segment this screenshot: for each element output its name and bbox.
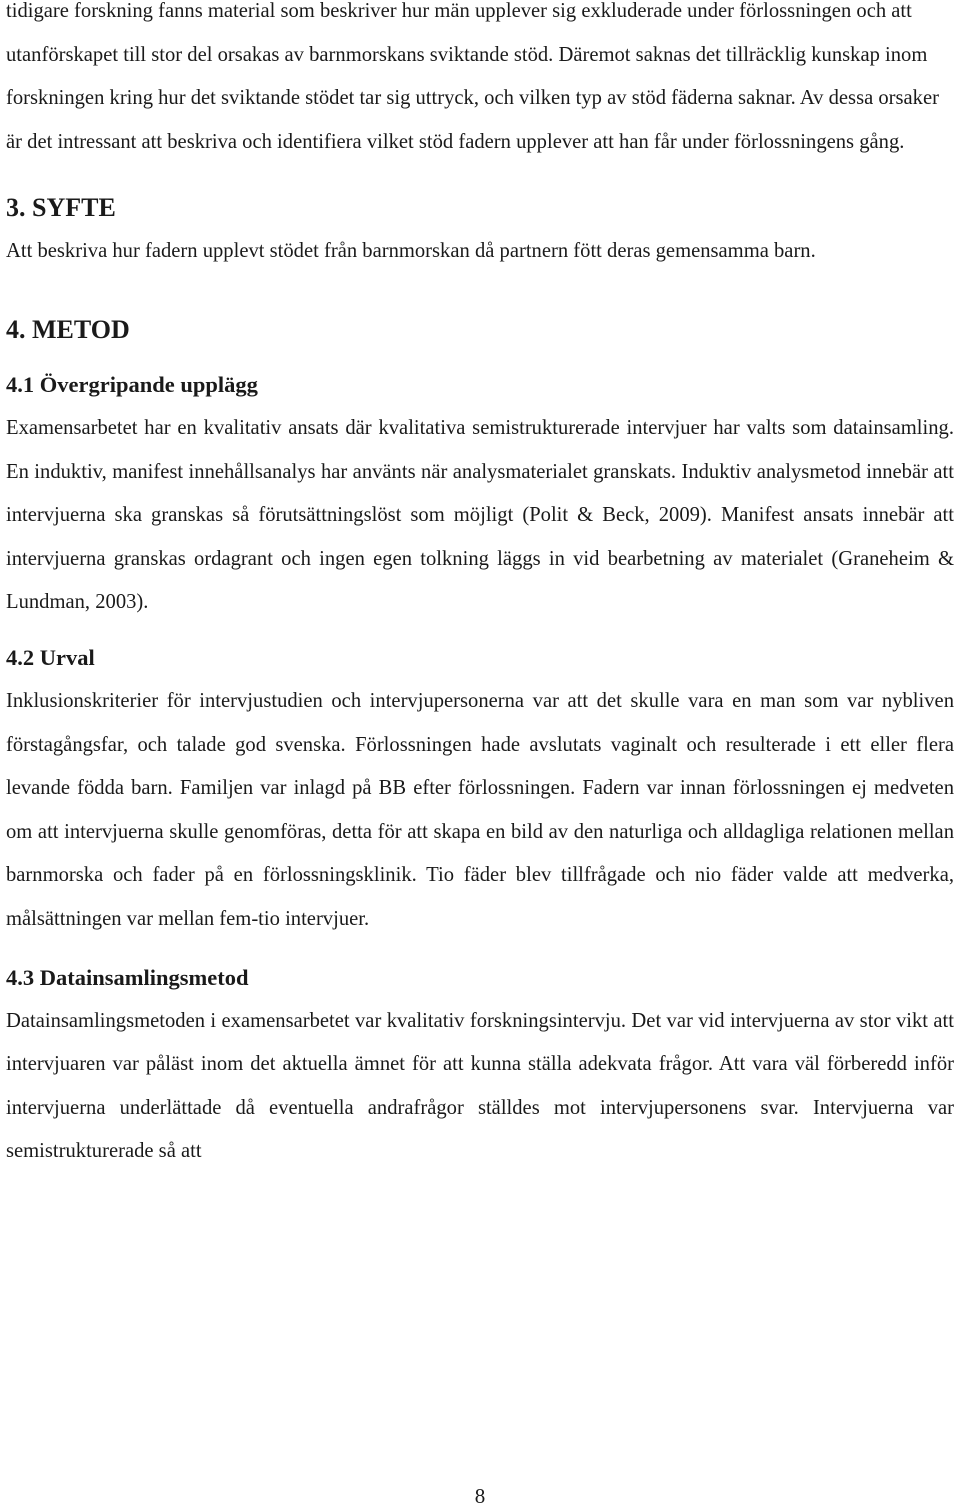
section-4-2-heading: 4.2 Urval xyxy=(6,644,95,670)
section-4-1-paragraph: Examensarbetet har en kvalitativ ansats där kvalitativa semistrukturerade intervjuer har valts som datainsamling. En induktiv, manifest innehållsanalys har använts när analysmaterialet granskats. Induktiv analysmetod innebär att intervjuerna ska granskas så förutsättningslöst som möjligt (Polit & Beck, 2009). Manifest ansats innebär att intervjuerna granskas ordagrant och ingen egen tolkning läggs in vid bearbetning av materialet (Graneheim & Lundman, 2003). xyxy=(6,416,954,614)
syfte-heading: 3. SYFTE xyxy=(6,193,116,223)
section-4-3-paragraph: Datainsamlingsmetoden i examensarbetet var kvalitativ forskningsintervju. Det var vid intervjuerna av stor vikt att intervjuaren var påläst inom det aktuella ämnet för att kunna ställa adekvata frågor. Att vara väl förberedd inför intervjuerna underlättade då eventuella andrafrågor ställdes mot intervjupersonens svar. Intervjuerna var semistrukturerade så att xyxy=(6,1009,954,1163)
page-number: 8 xyxy=(474,1484,486,1508)
metod-heading: 4. METOD xyxy=(6,314,130,344)
section-4-3-heading: 4.3 Datainsamlingsmetod xyxy=(6,964,249,990)
intro-paragraph: tidigare forskning fanns material som beskriver hur män upplever sig exkluderade under förlossningen och att utanförskapet till stor del orsakas av barnmorskans sviktande stöd. Däremot saknas det tillräcklig kunskap inom forskningen kring hur det sviktande stödet tar sig uttryck, och vilken typ av stöd fäderna saknar. Av dessa orsaker är det intressant att beskriva och identifiera vilket stöd fadern upplever att han får under förlossningens gång. xyxy=(6,0,939,153)
section-4-2-paragraph: Inklusionskriterier för intervjustudien och intervjupersonerna var att det skulle vara en man som var nybliven förstagångsfar, och talade god svenska. Förlossningen hade avslutats vaginalt och resulterade i ett eller flera levande födda barn. Familjen var inlagd på BB efter förlossningen. Fadern var innan förlossningen ej medveten om att intervjuerna skulle genomföras, detta för att skapa en bild av den naturliga och alldagliga relationen mellan barnmorska och fader på en förlossningsklinik. Tio fäder blev tillfrågade och nio fäder valde att medverka, målsättningen var mellan fem-tio intervjuer. xyxy=(6,689,954,930)
document-page xyxy=(6,0,954,1174)
syfte-paragraph: Att beskriva hur fadern upplevt stödet från barnmorskan då partnern fött deras gemensamma barn. xyxy=(6,240,816,263)
section-4-1-heading: 4.1 Övergripande upplägg xyxy=(6,371,258,397)
